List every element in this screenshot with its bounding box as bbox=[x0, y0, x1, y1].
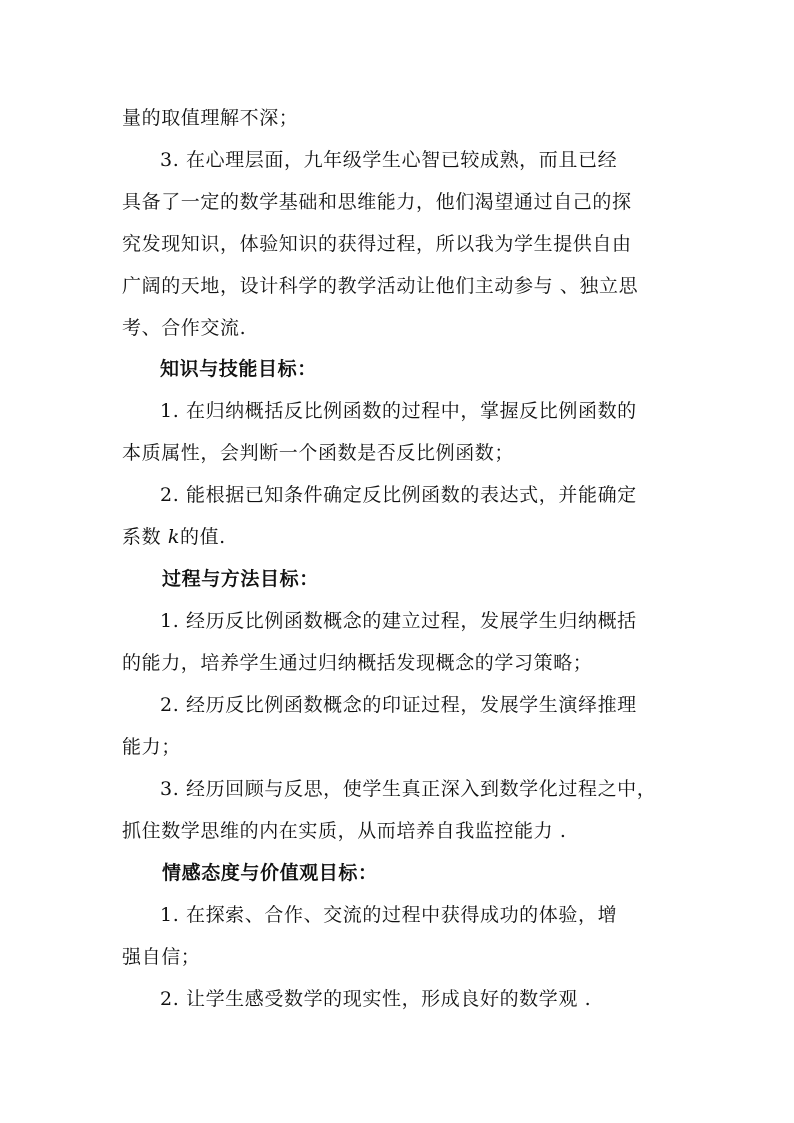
text-line: 1. 在归纳概括反比例函数的过程中，掌握反比例函数的 bbox=[160, 400, 637, 422]
text-line: 2. 让学生感受数学的现实性，形成良好的数学观 . bbox=[160, 988, 592, 1010]
section-heading-knowledge: 知识与技能目标： bbox=[160, 358, 317, 380]
text-line: 1. 在探索、合作、交流的过程中获得成功的体验，增 bbox=[160, 904, 618, 926]
text-line: 抓住数学思维的内在实质，从而培养自我监控能力 . bbox=[122, 820, 567, 842]
text-line-with-variable bbox=[122, 525, 226, 549]
text-line: 能力； bbox=[122, 736, 181, 758]
text-line: 具备了一定的数学基础和思维能力，他们渴望通过自己的探 bbox=[122, 191, 632, 213]
text-fragment: 系数 bbox=[122, 526, 162, 548]
text-line: 的能力，培养学生通过归纳概括发现概念的学习策略； bbox=[122, 652, 593, 674]
text-line: 3. 经历回顾与反思，使学生真正深入到数学化过程之中， bbox=[160, 778, 657, 800]
section-heading-process: 过程与方法目标： bbox=[162, 568, 319, 590]
text-line: 量的取值理解不深； bbox=[122, 107, 299, 129]
text-line: 本质属性，会判断一个函数是否反比例函数； bbox=[122, 442, 515, 464]
text-line: 2. 能根据已知条件确定反比例函数的表达式，并能确定 bbox=[160, 484, 637, 506]
text-line: 强自信； bbox=[122, 946, 201, 968]
section-heading-emotion: 情感态度与价值观目标： bbox=[162, 862, 378, 884]
text-line: 1. 经历反比例函数概念的建立过程，发展学生归纳概括 bbox=[160, 610, 637, 632]
text-fragment: 的值. bbox=[179, 526, 226, 548]
text-line: 3. 在心理层面，九年级学生心智已较成熟，而且已经 bbox=[160, 149, 618, 171]
text-line: 究发现知识，体验知识的获得过程，所以我为学生提供自由 bbox=[122, 233, 632, 255]
math-variable-k: k bbox=[167, 526, 180, 548]
text-line: 2. 经历反比例函数概念的印证过程，发展学生演绎推理 bbox=[160, 694, 637, 716]
text-line: 广阔的天地，设计科学的教学活动让他们主动参与 、独立思 bbox=[122, 275, 639, 297]
text-line: 考、合作交流. bbox=[122, 317, 247, 339]
